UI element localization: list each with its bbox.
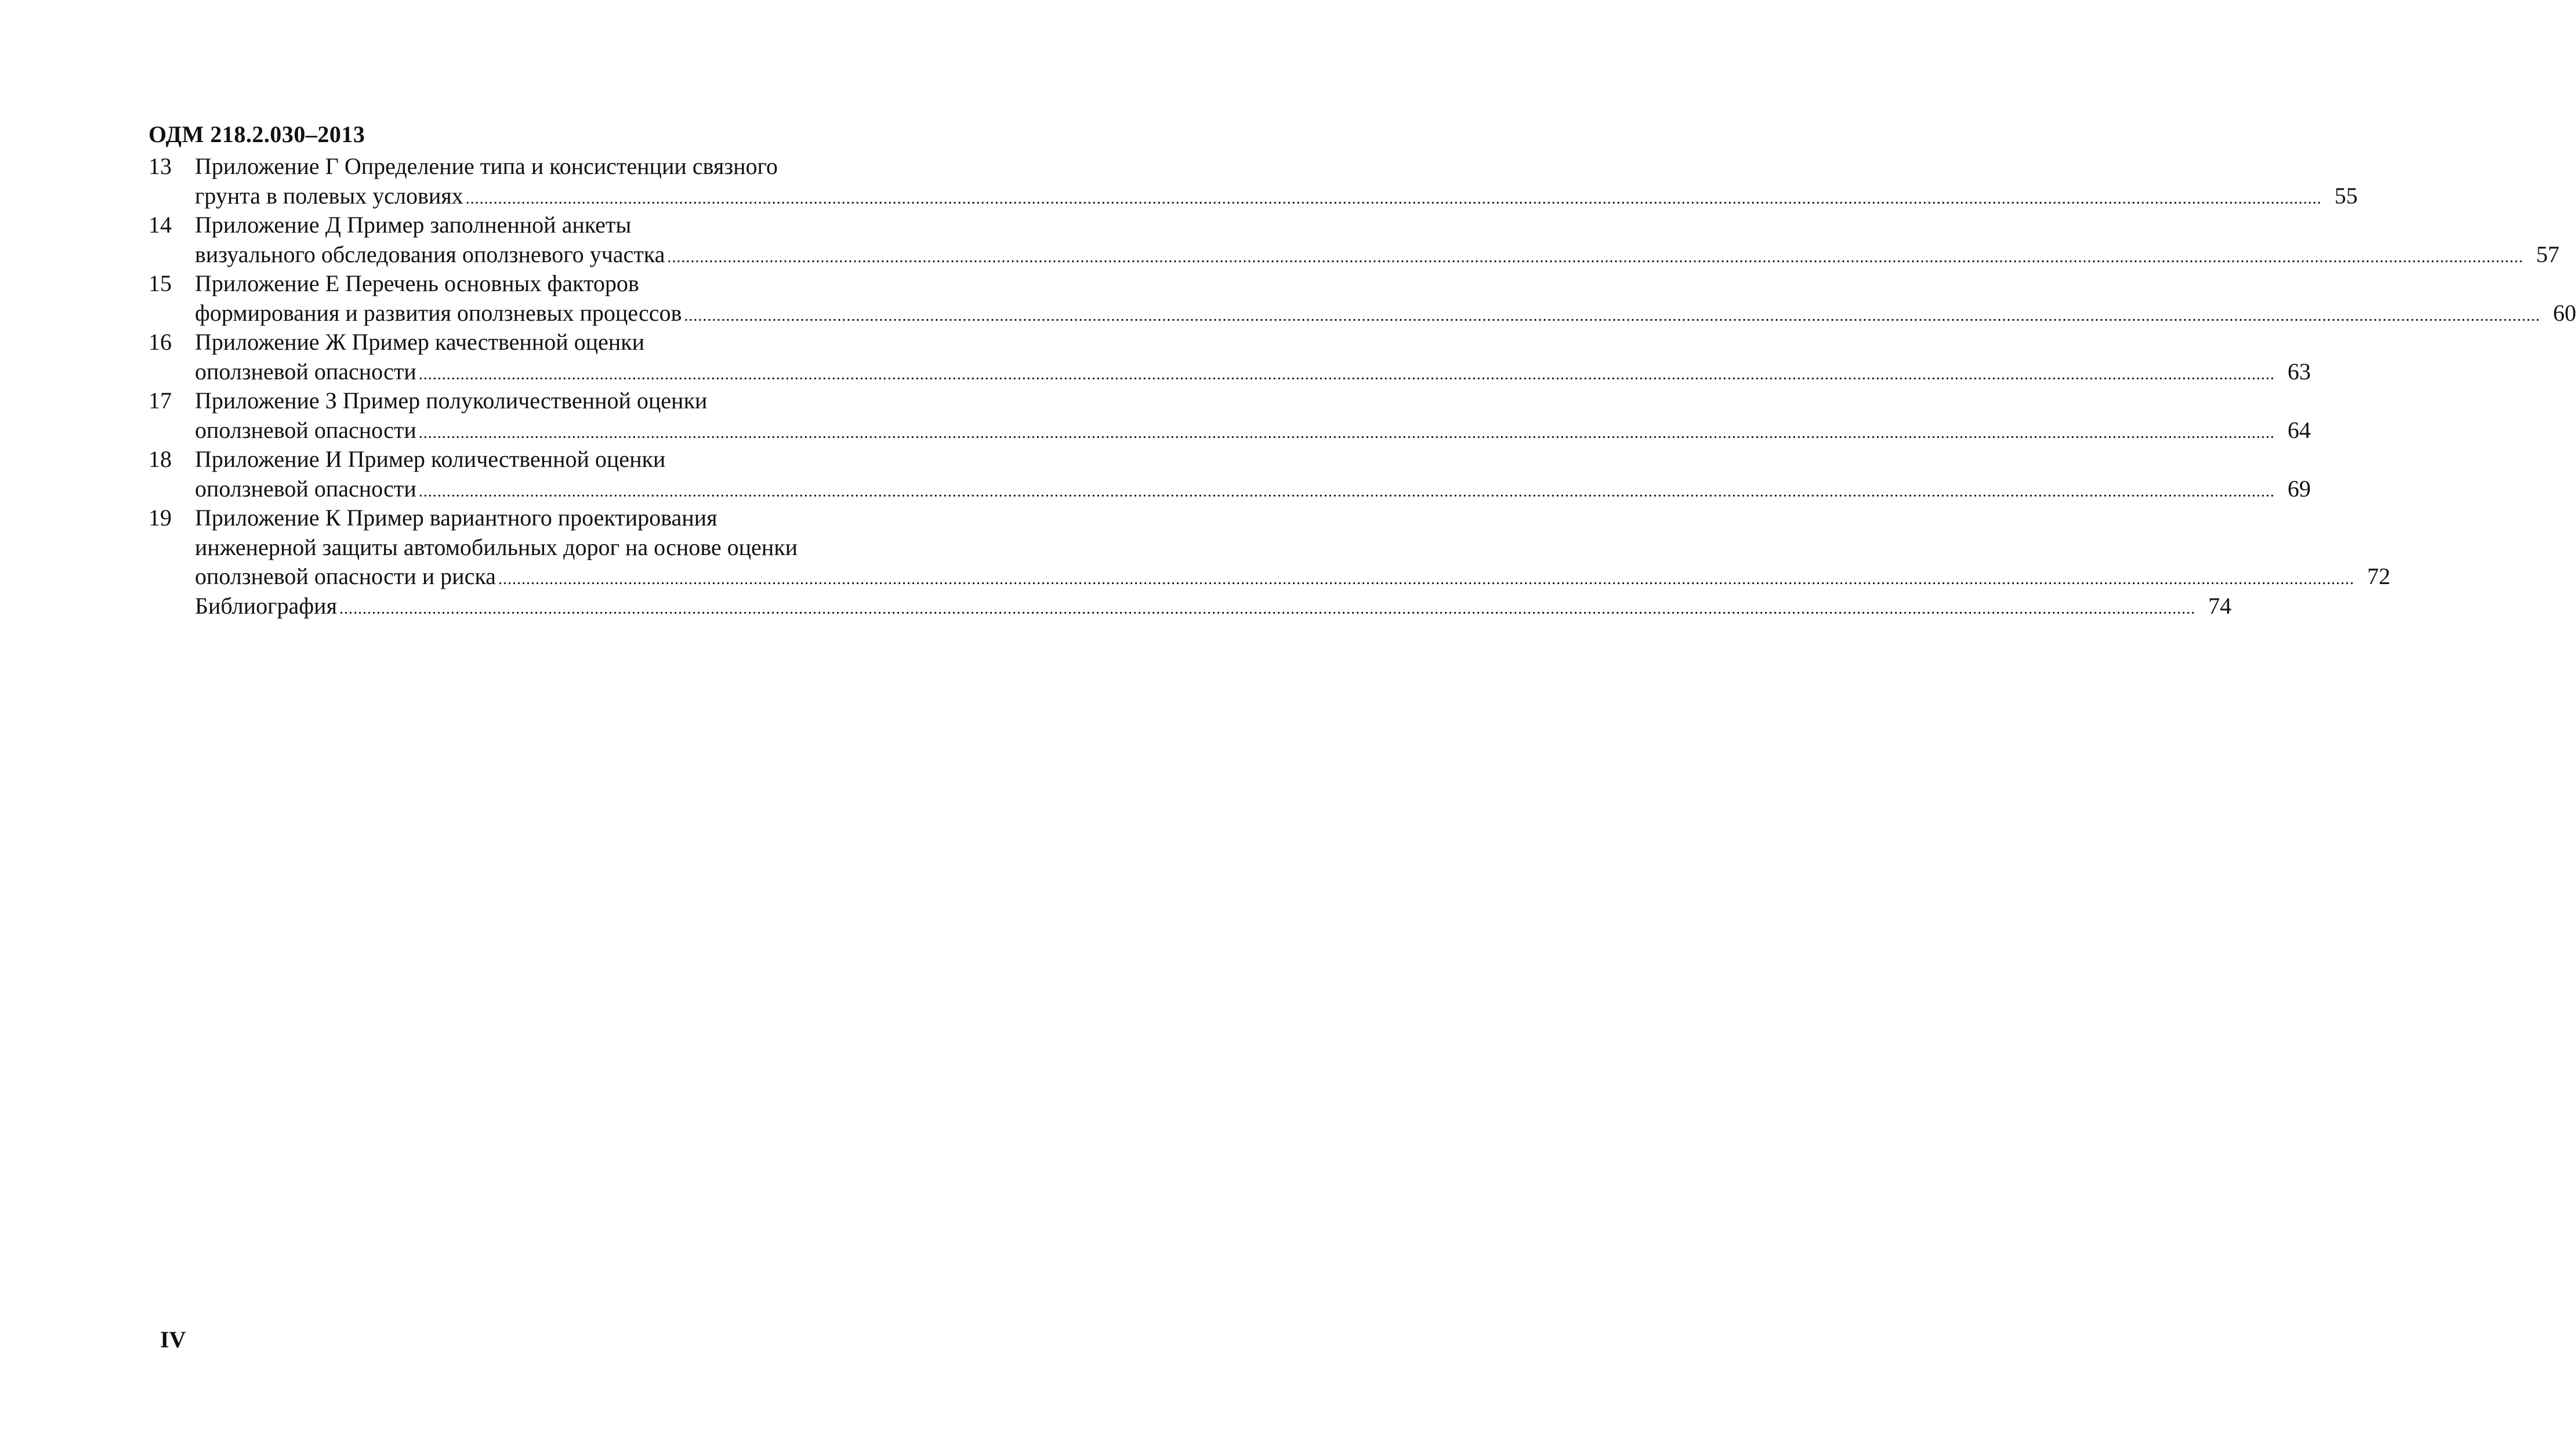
toc-entry-number: 18 [148, 446, 172, 472]
toc-page-number: 74 [2208, 592, 2231, 619]
toc-entry-body [195, 503, 2390, 592]
toc-entry-last-line [195, 357, 2311, 387]
toc-entry-title-end: Библиография [195, 592, 337, 619]
toc-entry-title-line: инженерной защиты автомобильных дорог на основе оценки [195, 534, 798, 560]
toc-entry [148, 386, 2311, 445]
toc-entry-last-line [195, 416, 2311, 445]
table-of-contents [148, 152, 2576, 621]
toc-entry-number: 15 [148, 270, 172, 296]
toc-entry-body [195, 152, 2358, 211]
toc-entry-number: 14 [148, 212, 172, 238]
toc-entry-body [195, 592, 2231, 621]
document-code: ОДМ 218.2.030–2013 [148, 121, 365, 147]
toc-entry-title-end: оползневой опасности [195, 416, 416, 443]
toc-page-number: 64 [2287, 416, 2311, 443]
toc-entry-title-end: оползневой опасности [195, 358, 416, 385]
toc-page-number: 60 [2553, 299, 2576, 326]
toc-dot-leader: ................................................................................................................................................................................................................................................................................................................................................................................................................ [667, 248, 2524, 266]
toc-entry-title-end: оползневой опасности [195, 475, 416, 502]
toc-page-number: 63 [2287, 358, 2311, 385]
toc-entry-title-end: грунта в полевых условиях [195, 182, 463, 209]
toc-dot-leader: ................................................................................................................................................................................................................................................................................................................................................................................................................ [418, 365, 2275, 383]
toc-entry-title-line: Приложение Ж Пример качественной оценки [195, 329, 644, 355]
toc-dot-leader: ................................................................................................................................................................................................................................................................................................................................................................................................................ [684, 306, 2541, 325]
toc-entry-number: 19 [148, 505, 172, 531]
toc-entry [148, 152, 2358, 211]
toc-entry [148, 503, 2390, 592]
toc-entry [148, 269, 2576, 328]
toc-entry-title-line: Приложение К Пример вариантного проектирования [195, 505, 718, 531]
toc-entry-body [195, 211, 2560, 269]
toc-dot-leader: ................................................................................................................................................................................................................................................................................................................................................................................................................ [418, 423, 2275, 442]
toc-entry [148, 592, 2231, 621]
toc-entry-body [195, 386, 2311, 445]
toc-entry-number: 13 [148, 153, 172, 179]
toc-entry-last-line [195, 299, 2576, 328]
toc-page-number: 72 [2367, 563, 2390, 589]
toc-dot-leader: ................................................................................................................................................................................................................................................................................................................................................................................................................ [418, 482, 2275, 501]
toc-entry-title-end: визуального обследования оползневого участка [195, 241, 665, 267]
page-number: IV [160, 1326, 186, 1353]
toc-entry-title-line: Приложение З Пример полуколичественной оценки [195, 387, 708, 414]
toc-entry [148, 445, 2311, 503]
toc-entry-title-end: формирования и развития оползневых процессов [195, 299, 682, 326]
toc-entry-body [195, 328, 2311, 386]
toc-entry-last-line [195, 182, 2358, 211]
toc-entry-body [195, 445, 2311, 503]
toc-entry [148, 328, 2311, 386]
toc-entry-number: 16 [148, 329, 172, 355]
toc-dot-leader: ................................................................................................................................................................................................................................................................................................................................................................................................................ [339, 599, 2195, 618]
toc-entry-title-line: Приложение Е Перечень основных факторов [195, 270, 639, 296]
toc-entry-body [195, 269, 2576, 328]
toc-dot-leader: ................................................................................................................................................................................................................................................................................................................................................................................................................ [498, 570, 2354, 588]
toc-entry-last-line [195, 562, 2390, 592]
toc-entry-last-line [195, 474, 2311, 504]
toc-page-number: 57 [2536, 241, 2560, 267]
toc-entry-title-line: Приложение И Пример количественной оценки [195, 446, 666, 472]
toc-page-number: 55 [2334, 182, 2358, 209]
toc-entry-last-line [195, 592, 2231, 621]
toc-entry [148, 211, 2560, 269]
toc-entry-last-line [195, 240, 2560, 270]
toc-dot-leader: ................................................................................................................................................................................................................................................................................................................................................................................................................ [465, 189, 2322, 208]
toc-entry-title-line: Приложение Г Определение типа и консистенции связного [195, 153, 778, 179]
toc-entry-title-end: оползневой опасности и риска [195, 563, 496, 589]
toc-page-number: 69 [2287, 475, 2311, 502]
toc-entry-title-line: Приложение Д Пример заполненной анкеты [195, 212, 632, 238]
toc-entry-number: 17 [148, 387, 172, 414]
